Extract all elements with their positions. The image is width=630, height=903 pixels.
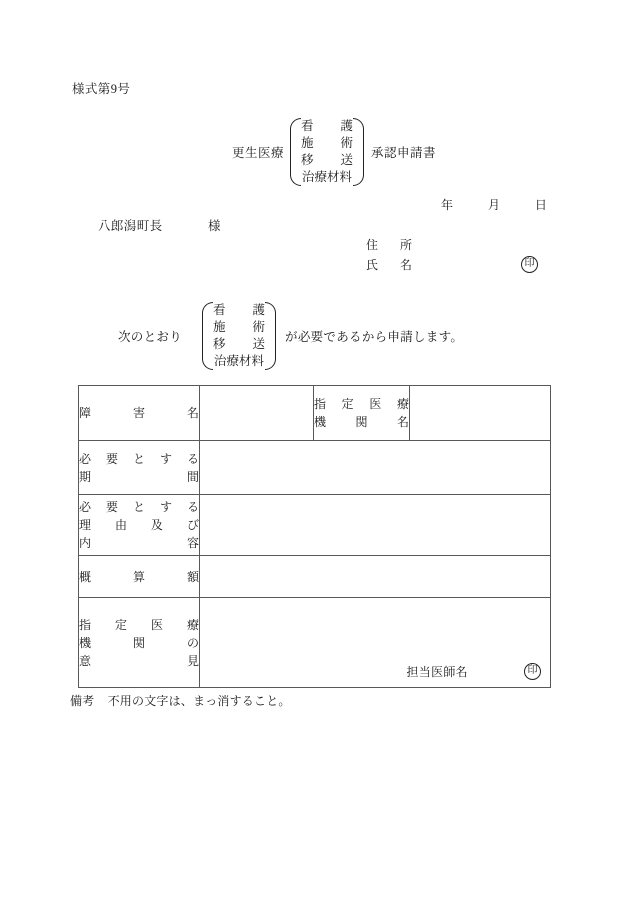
label-char: 概 bbox=[79, 569, 92, 584]
statement-option-2-right: 術 bbox=[252, 320, 266, 334]
title-lead-text: 更生医療 bbox=[232, 146, 285, 160]
label-char: 指 bbox=[314, 397, 327, 411]
field-designated-institution[interactable] bbox=[410, 386, 551, 441]
title-option-2-left: 施 bbox=[301, 136, 314, 150]
label-char: 名 bbox=[396, 415, 409, 429]
label-char: び bbox=[186, 518, 199, 532]
row-label-line bbox=[79, 516, 199, 534]
label-char: 医 bbox=[150, 617, 163, 632]
row-label-reason-and-content bbox=[79, 495, 200, 556]
statement-line bbox=[118, 298, 463, 374]
label-char: 額 bbox=[186, 569, 199, 584]
applicant-name-label: 氏 名 bbox=[366, 257, 418, 272]
label-char: と bbox=[132, 500, 145, 514]
field-disability-name[interactable] bbox=[200, 386, 314, 441]
label-char: 要 bbox=[105, 500, 118, 514]
field-reason-and-content[interactable] bbox=[200, 495, 551, 556]
document-title bbox=[232, 114, 436, 190]
addressee-honorific: 様 bbox=[208, 219, 221, 233]
label-char: と bbox=[132, 451, 145, 466]
row-label-disability-name bbox=[79, 386, 200, 441]
label-char: 必 bbox=[79, 500, 92, 514]
statement-tail-text: が必要であるから申請します。 bbox=[285, 330, 464, 344]
row-label-line bbox=[79, 498, 199, 516]
row-label-line bbox=[79, 568, 199, 586]
seal-icon: 印 bbox=[521, 256, 538, 273]
doctor-signature-line bbox=[406, 663, 541, 680]
label-char: 害 bbox=[132, 406, 145, 420]
seal-icon: 印 bbox=[524, 663, 541, 680]
statement-option-2 bbox=[213, 319, 265, 336]
application-table bbox=[78, 385, 551, 688]
label-char: 意 bbox=[79, 653, 92, 668]
row-label-estimated-amount bbox=[79, 556, 200, 598]
table-row bbox=[79, 441, 551, 495]
addressee-name: 八郎潟町長 bbox=[98, 219, 163, 233]
title-option-brace-group bbox=[290, 118, 364, 186]
label-char: る bbox=[186, 500, 199, 514]
label-char: 名 bbox=[186, 406, 199, 420]
label-char: 期 bbox=[79, 469, 92, 484]
label-char: 機 bbox=[314, 415, 327, 429]
brace-left bbox=[290, 118, 301, 186]
table-row bbox=[79, 556, 551, 598]
label-char: 医 bbox=[369, 397, 382, 411]
title-option-3-right: 送 bbox=[340, 153, 354, 167]
label-char: 必 bbox=[79, 451, 92, 466]
label-char: 障 bbox=[79, 406, 92, 420]
row-label-line bbox=[79, 450, 199, 468]
table-row bbox=[79, 386, 551, 441]
label-char: 要 bbox=[105, 451, 118, 466]
label-char: の bbox=[186, 635, 199, 650]
row-label-line bbox=[314, 413, 409, 431]
title-tail-text: 承認申請書 bbox=[371, 146, 437, 160]
footnote-text: 不用の文字は、まっ消すること。 bbox=[107, 694, 291, 708]
label-char: 関 bbox=[355, 415, 368, 429]
label-char: 算 bbox=[132, 569, 145, 584]
applicant-block bbox=[366, 234, 538, 274]
title-option-1-right: 護 bbox=[340, 119, 354, 133]
applicant-name-line bbox=[366, 254, 538, 274]
statement-options bbox=[213, 302, 265, 370]
statement-option-3-left: 移 bbox=[213, 337, 226, 351]
label-char: 容 bbox=[186, 536, 199, 550]
row-label-line bbox=[79, 468, 199, 486]
row-label-required-period bbox=[79, 441, 200, 495]
label-char: 内 bbox=[79, 536, 92, 550]
label-char: 療 bbox=[396, 397, 409, 411]
title-option-2 bbox=[301, 135, 353, 152]
applicant-address-label: 住 所 bbox=[366, 237, 418, 252]
label-char: 見 bbox=[186, 653, 199, 668]
row-label-line bbox=[79, 534, 199, 552]
statement-brace-right bbox=[265, 302, 276, 370]
statement-brace-left bbox=[202, 302, 213, 370]
row-label-institution-opinion bbox=[79, 598, 200, 688]
label-char: 由 bbox=[114, 518, 127, 532]
label-char: 間 bbox=[186, 469, 199, 484]
addressee-line bbox=[98, 216, 221, 234]
statement-option-3-right: 送 bbox=[252, 337, 266, 351]
statement-option-4: 治療材料 bbox=[214, 354, 265, 368]
form-number: 様式第9号 bbox=[72, 82, 131, 96]
row-label-line bbox=[314, 395, 409, 413]
title-option-1-left: 看 bbox=[301, 119, 314, 133]
label-char: 定 bbox=[114, 617, 127, 632]
label-char: す bbox=[159, 451, 172, 466]
statement-option-brace-group bbox=[202, 302, 276, 370]
date-day-label: 日 bbox=[534, 198, 548, 212]
statement-option-3 bbox=[213, 336, 265, 353]
field-required-period[interactable] bbox=[200, 441, 551, 495]
date-month-label: 月 bbox=[487, 198, 501, 212]
title-option-3-left: 移 bbox=[301, 153, 314, 167]
footnote bbox=[70, 692, 291, 709]
row-label-line bbox=[79, 404, 199, 422]
label-char: 療 bbox=[186, 617, 199, 632]
label-char: す bbox=[159, 500, 172, 514]
label-char: 指 bbox=[79, 617, 92, 632]
row-label-line bbox=[79, 616, 199, 634]
doctor-name-label: 担当医師名 bbox=[406, 665, 468, 679]
applicant-address-line bbox=[366, 234, 538, 254]
title-options bbox=[301, 118, 353, 186]
row-label-line bbox=[79, 652, 199, 670]
label-char: 定 bbox=[341, 397, 354, 411]
label-char: る bbox=[186, 451, 199, 466]
statement-option-2-left: 施 bbox=[213, 320, 226, 334]
row-label-designated-institution bbox=[314, 386, 410, 441]
title-option-4: 治療材料 bbox=[302, 170, 353, 184]
title-option-2-right: 術 bbox=[340, 136, 354, 150]
field-institution-opinion[interactable] bbox=[200, 598, 551, 688]
footnote-head: 備考 bbox=[70, 694, 95, 708]
date-year-label: 年 bbox=[441, 198, 454, 212]
statement-lead-text: 次のとおり bbox=[118, 330, 183, 344]
title-option-3 bbox=[301, 152, 353, 169]
label-char: 関 bbox=[132, 635, 145, 650]
label-char: 機 bbox=[79, 635, 92, 650]
row-label-line bbox=[79, 634, 199, 652]
table-row bbox=[79, 598, 551, 688]
statement-option-1 bbox=[213, 302, 265, 319]
field-estimated-amount[interactable] bbox=[200, 556, 551, 598]
statement-option-1-left: 看 bbox=[213, 303, 226, 317]
label-char: 及 bbox=[150, 518, 163, 532]
label-char: 理 bbox=[79, 518, 92, 532]
date-line bbox=[441, 196, 547, 213]
brace-right bbox=[353, 118, 364, 186]
statement-option-1-right: 護 bbox=[252, 303, 266, 317]
title-option-1 bbox=[301, 118, 353, 135]
table-row bbox=[79, 495, 551, 556]
